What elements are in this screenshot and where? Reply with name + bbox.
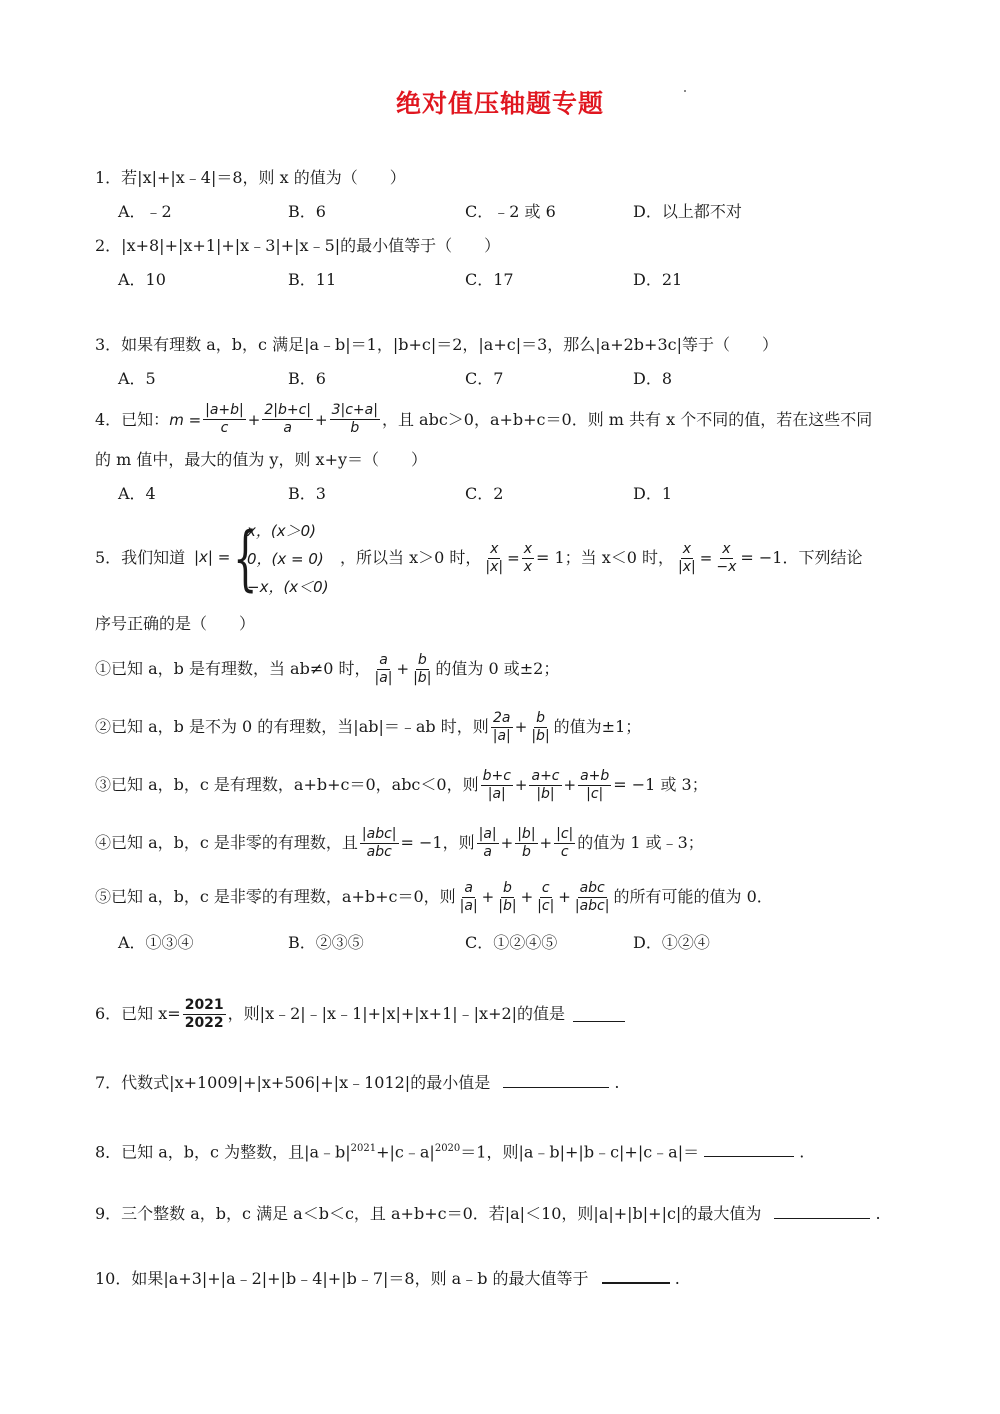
q7-text: 7．代数式|x+1009|+|x+506|+|x﹣1012|的最小值是 bbox=[95, 1073, 491, 1092]
s4-post: 的值为 1 或﹣3； bbox=[577, 833, 704, 852]
q8-pre: 8．已知 a，b，c 为整数，且|a﹣b| bbox=[95, 1142, 351, 1162]
question-6 bbox=[95, 994, 625, 1034]
s4-f1-num: |a| bbox=[478, 825, 497, 842]
s4-frac-3 bbox=[554, 826, 575, 861]
q5-eq1: = 1；当 x＜0 时， bbox=[535, 548, 675, 567]
s1-post: 的值为 0 或±2； bbox=[435, 659, 560, 678]
s1-frac-1 bbox=[373, 652, 395, 687]
q4-f1-den: c bbox=[220, 420, 229, 436]
s4-mid: = −1，则 bbox=[400, 833, 475, 852]
q5-fc-num: x bbox=[682, 540, 692, 557]
q5-fd-den: −x bbox=[716, 558, 737, 575]
s4-f2-den: b bbox=[521, 843, 531, 860]
s3-f1-den: |a| bbox=[487, 785, 506, 802]
s1-f1-num: a bbox=[379, 651, 388, 668]
question-1: 1．若|x|+|x﹣4|＝8，则 x 的值为（ ） bbox=[95, 168, 406, 187]
q10-answer-blank[interactable] bbox=[602, 1268, 670, 1284]
q5-statement-4 bbox=[95, 823, 704, 863]
q5-eqsign-1: = bbox=[507, 549, 520, 567]
q7-answer-blank[interactable] bbox=[503, 1073, 609, 1088]
q6-frac-num: 2021 bbox=[184, 996, 224, 1013]
s1-pre: ①已知 a，b 是有理数，当 ab≠0 时， bbox=[95, 659, 371, 678]
s4-f3-num: |c| bbox=[556, 825, 574, 842]
s3-f2-den: |b| bbox=[536, 785, 555, 802]
q5-brace: { bbox=[233, 517, 258, 599]
s3-f3-num: a+b bbox=[580, 767, 610, 784]
question-3: 3．如果有理数 a，b，c 满足|a﹣b|＝1，|b+c|＝2，|a+c|＝3，那么|a+2b+3c|等于（ ） bbox=[95, 335, 778, 354]
q2-option-b: B．11 bbox=[288, 270, 337, 289]
q8-end: . bbox=[799, 1142, 805, 1162]
s2-f1-num: 2a bbox=[493, 709, 511, 726]
q5-case-3: −x，(x＜0) bbox=[247, 578, 329, 596]
q1-option-c: C．﹣2 或 6 bbox=[465, 202, 556, 221]
q5-eqsign-2: = bbox=[699, 549, 713, 567]
q2-option-d: D．21 bbox=[633, 270, 683, 289]
s5-f2-num: b bbox=[502, 879, 512, 896]
s3-post: = −1 或 3； bbox=[613, 775, 708, 794]
q8-answer-blank[interactable] bbox=[704, 1142, 794, 1157]
q3-option-a: A．5 bbox=[118, 369, 156, 388]
question-4-line2: 的 m 值中，最大的值为 y，则 x+y＝（ ） bbox=[95, 450, 428, 469]
s3-frac-1 bbox=[481, 768, 513, 803]
s5-pre: ⑤已知 a，b，c 是非零的有理数，a+b+c＝0，则 bbox=[95, 887, 456, 906]
q5-abs-x: |x| = bbox=[194, 548, 231, 566]
s1-f2-num: b bbox=[417, 651, 427, 668]
q6-pre: 6．已知 x= bbox=[95, 1004, 181, 1023]
q4-fraction-1 bbox=[203, 402, 246, 437]
q3-option-b: B．6 bbox=[288, 369, 326, 388]
stray-dot bbox=[684, 90, 686, 92]
q4-option-a: A．4 bbox=[118, 484, 156, 503]
s4-frac-0 bbox=[360, 826, 399, 861]
s4-f0-num: |abc| bbox=[361, 825, 397, 842]
question-5-body bbox=[340, 538, 862, 578]
q5-case-2: 0，(x = 0) bbox=[247, 550, 324, 568]
q5-statement-2 bbox=[95, 707, 641, 747]
q4-plus-2: + bbox=[315, 410, 328, 429]
q4-suffix: ，且 abc＞0，a+b+c＝0．则 m 共有 x 个不同的值，若在这些不同 bbox=[381, 409, 873, 429]
q4-f3-num: 3|c+a| bbox=[331, 402, 378, 418]
s4-frac-1 bbox=[477, 826, 499, 861]
q1-option-b: B．6 bbox=[288, 202, 326, 221]
q2-option-a: A．10 bbox=[118, 270, 166, 289]
q3-option-c: C．7 bbox=[465, 369, 504, 388]
q5-option-d: D．①②④ bbox=[633, 933, 710, 952]
question-2: 2．|x+8|+|x+1|+|x﹣3|+|x﹣5|的最小值等于（ ） bbox=[95, 236, 501, 255]
s3-plus-1: + bbox=[514, 776, 528, 794]
question-8 bbox=[95, 1139, 804, 1162]
s3-pre: ③已知 a，b，c 是有理数，a+b+c＝0，abc＜0，则 bbox=[95, 775, 479, 794]
q5-fd-num: x bbox=[722, 540, 731, 557]
s1-frac-2 bbox=[411, 652, 433, 687]
q4-plus-1: + bbox=[247, 410, 261, 429]
s5-f1-num: a bbox=[464, 879, 473, 896]
s4-plus-1: + bbox=[500, 834, 514, 852]
q5-mid1: ，所以当 x＞0 时， bbox=[340, 548, 482, 567]
q5-frac-a bbox=[483, 541, 505, 576]
s5-f2-den: |b| bbox=[498, 897, 517, 914]
s3-f3-den: |c| bbox=[586, 785, 604, 802]
q4-f3-den: b bbox=[350, 420, 360, 436]
q5-frac-b bbox=[522, 541, 534, 576]
s5-plus-2: + bbox=[520, 888, 534, 906]
q4-f1-num: |a+b| bbox=[205, 402, 244, 418]
s2-frac-2 bbox=[529, 710, 551, 745]
q8-post: ＝1，则|a﹣b|+|b﹣c|+|c﹣a|＝ bbox=[460, 1142, 700, 1162]
s1-f2-den: |b| bbox=[413, 669, 432, 686]
s4-frac-2 bbox=[515, 826, 537, 861]
q6-frac-den: 2022 bbox=[184, 1014, 224, 1031]
q4-m-equals: m = bbox=[169, 410, 202, 429]
q5-eq2: = −1．下列结论 bbox=[740, 548, 863, 567]
q4-fraction-2 bbox=[262, 402, 313, 437]
q6-answer-blank[interactable] bbox=[573, 1007, 625, 1022]
q5-statement-3 bbox=[95, 765, 708, 805]
q5-fa-num: x bbox=[490, 540, 499, 557]
s2-f2-den: |b| bbox=[531, 727, 550, 744]
q1-option-d: D．以上都不对 bbox=[633, 202, 742, 221]
s5-f4-num: abc bbox=[579, 879, 605, 896]
q5-frac-d bbox=[714, 541, 738, 576]
q10-text: 10．如果|a+3|+|a﹣2|+|b﹣4|+|b﹣7|＝8，则 a﹣b 的最大值等于 bbox=[95, 1269, 589, 1288]
s5-plus-1: + bbox=[481, 888, 495, 906]
s3-f1-num: b+c bbox=[482, 767, 511, 784]
s2-post: 的值为±1； bbox=[553, 717, 642, 736]
q8-mid: +|c﹣a| bbox=[376, 1142, 435, 1162]
q1-option-a: A．﹣2 bbox=[118, 202, 172, 221]
q7-end: . bbox=[614, 1073, 620, 1092]
q2-option-c: C．17 bbox=[465, 270, 514, 289]
q5-frac-c bbox=[676, 541, 698, 576]
s2-f1-den: |a| bbox=[492, 727, 511, 744]
s5-frac-4 bbox=[573, 880, 612, 915]
q6-fraction bbox=[183, 997, 226, 1032]
s5-frac-1 bbox=[458, 880, 480, 915]
q4-option-b: B．3 bbox=[288, 484, 326, 503]
s5-f1-den: |a| bbox=[459, 897, 478, 914]
question-7 bbox=[95, 1073, 619, 1093]
s5-frac-2 bbox=[496, 880, 518, 915]
q5-fb-num: x bbox=[523, 540, 532, 557]
s4-f3-den: c bbox=[560, 843, 569, 860]
s5-post: 的所有可能的值为 0． bbox=[613, 887, 773, 906]
question-4 bbox=[95, 402, 872, 437]
q9-answer-blank[interactable] bbox=[774, 1204, 870, 1219]
q8-exponent-2: 2020 bbox=[434, 1143, 461, 1154]
q4-f2-num: 2|b+c| bbox=[264, 402, 312, 418]
q9-end: . bbox=[875, 1204, 881, 1223]
s5-plus-3: + bbox=[558, 888, 571, 906]
s3-plus-2: + bbox=[563, 776, 577, 794]
q5-statement-5 bbox=[95, 877, 773, 917]
q5-case-1: x，(x＞0) bbox=[247, 522, 317, 540]
question-5-prefix: 5．我们知道 bbox=[95, 548, 186, 567]
page-title: 绝对值压轴题专题 bbox=[395, 89, 604, 118]
q4-option-c: C．2 bbox=[465, 484, 504, 503]
s1-f1-den: |a| bbox=[374, 669, 393, 686]
q4-prefix: 4．已知： bbox=[95, 409, 170, 429]
s3-f2-num: a+c bbox=[531, 767, 560, 784]
q4-option-d: D．1 bbox=[633, 484, 673, 503]
q5-statement-1 bbox=[95, 649, 559, 689]
s2-pre: ②已知 a，b 是不为 0 的有理数，当|ab|＝﹣ab 时，则 bbox=[95, 717, 489, 736]
q4-f2-den: a bbox=[283, 420, 292, 436]
s4-f1-den: a bbox=[483, 843, 492, 860]
q6-post: ，则|x﹣2|﹣|x﹣1|+|x|+|x+1|﹣|x+2|的值是 bbox=[227, 1004, 566, 1023]
q10-end: . bbox=[674, 1269, 680, 1288]
s5-f3-num: c bbox=[541, 879, 550, 896]
q4-fraction-3 bbox=[330, 402, 380, 437]
q9-text: 9．三个整数 a，b，c 满足 a＜b＜c，且 a+b+c＝0．若|a|＜10，则|a|+|b|+|c|的最大值为 bbox=[95, 1204, 762, 1223]
s3-frac-2 bbox=[529, 768, 561, 803]
q5-fb-den: x bbox=[523, 558, 532, 575]
q3-option-d: D．8 bbox=[633, 369, 673, 388]
q5-option-c: C．①②④⑤ bbox=[465, 933, 558, 952]
s1-plus: + bbox=[396, 660, 410, 678]
question-10 bbox=[95, 1268, 680, 1289]
q5-fa-den: |x| bbox=[485, 558, 504, 575]
q5-option-a: A．①③④ bbox=[118, 933, 194, 952]
s4-f0-den: abc bbox=[366, 843, 392, 860]
q8-exponent-1: 2021 bbox=[350, 1143, 377, 1154]
s2-frac-1 bbox=[491, 710, 513, 745]
s4-f2-num: |b| bbox=[517, 825, 536, 842]
question-5-line2: 序号正确的是（ ） bbox=[95, 614, 256, 633]
question-9 bbox=[95, 1204, 881, 1224]
s5-frac-3 bbox=[535, 880, 556, 915]
s4-plus-2: + bbox=[539, 834, 553, 852]
s5-f3-den: |c| bbox=[537, 897, 555, 914]
s5-f4-den: |abc| bbox=[574, 897, 610, 914]
s4-pre: ④已知 a，b，c 是非零的有理数，且 bbox=[95, 833, 358, 852]
s3-frac-3 bbox=[578, 768, 611, 803]
s2-f2-num: b bbox=[536, 709, 545, 726]
q5-option-b: B．②③⑤ bbox=[288, 933, 364, 952]
s2-plus: + bbox=[514, 718, 528, 736]
q5-fc-den: |x| bbox=[678, 558, 696, 575]
